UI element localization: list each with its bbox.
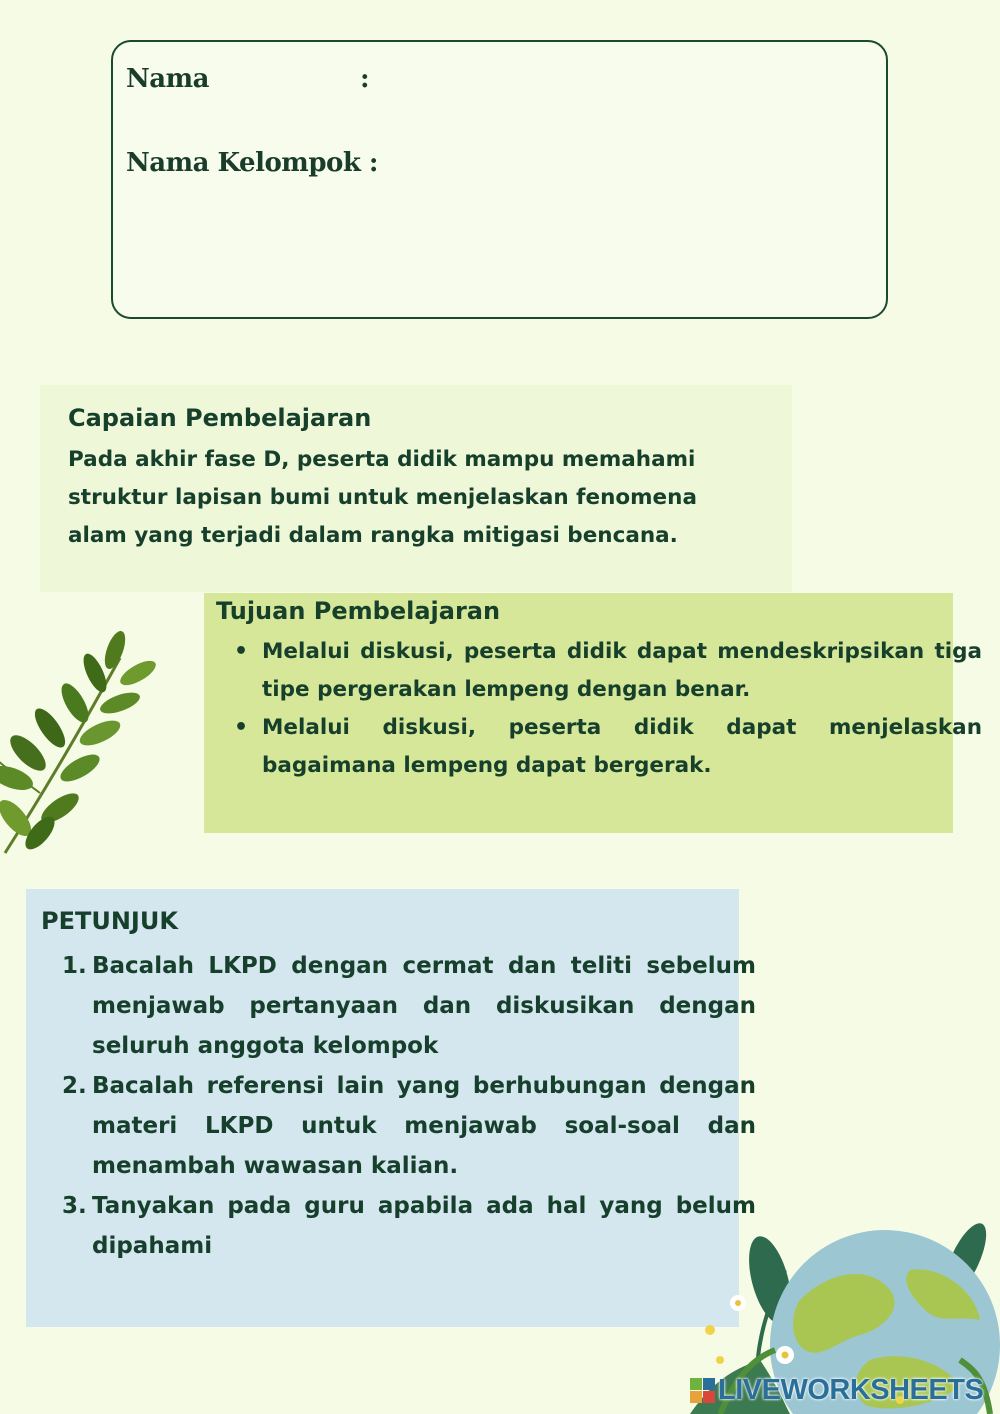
learning-outcome-line: struktur lapisan bumi untuk menjelaskan fenomena	[68, 485, 697, 510]
liveworksheets-brand-text: LIVEWORKSHEETS	[718, 1374, 984, 1406]
learning-objective-item: • Melalui diskusi, peserta didik dapat menjelaskan bagaimana lempeng dapat bergerak.	[262, 709, 982, 785]
instruction-number: 2.	[62, 1073, 87, 1099]
name-colon: :	[360, 64, 370, 94]
liveworksheets-logo-icon	[690, 1378, 716, 1404]
learning-objectives-section	[204, 593, 982, 833]
learning-outcome-line: Pada akhir fase D, peserta didik mampu memahami	[68, 447, 696, 472]
group-name-label: Nama Kelompok :	[126, 148, 379, 178]
instructions-section	[26, 889, 756, 1327]
instruction-item	[62, 1186, 756, 1266]
instruction-text: Tanyakan pada guru apabila ada hal yang belum dipahami	[92, 1193, 756, 1259]
instructions-list	[26, 946, 756, 1266]
learning-outcome-line: alam yang terjadi dalam rangka mitigasi bencana.	[68, 523, 678, 548]
learning-outcome-section	[40, 385, 792, 592]
identity-box	[111, 40, 888, 319]
leaf-branch-icon	[0, 628, 170, 858]
learning-outcome-title: Capaian Pembelajaran	[68, 404, 372, 432]
learning-outcome-text	[68, 441, 768, 555]
learning-objectives-title: Tujuan Pembelajaran	[216, 597, 501, 625]
learning-objectives-list	[204, 633, 982, 785]
instructions-title: PETUNJUK	[41, 907, 178, 935]
instruction-text: Bacalah LKPD dengan cermat dan teliti sebelum menjawab pertanyaan dan diskusikan dengan seluruh anggota kelompok	[92, 953, 756, 1059]
instruction-item	[62, 946, 756, 1066]
name-label: Nama	[126, 64, 209, 94]
instruction-number: 1.	[62, 953, 87, 979]
instruction-text: Bacalah referensi lain yang berhubungan dengan materi LKPD untuk menjawab soal-soal dan menambah wawasan kalian.	[92, 1073, 756, 1179]
liveworksheets-logo	[690, 1374, 1000, 1410]
instruction-number: 3.	[62, 1193, 87, 1219]
learning-objective-item: • Melalui diskusi, peserta didik dapat mendeskripsikan tiga tipe pergerakan lempeng dengan benar.	[262, 633, 982, 709]
instruction-item	[62, 1066, 756, 1186]
